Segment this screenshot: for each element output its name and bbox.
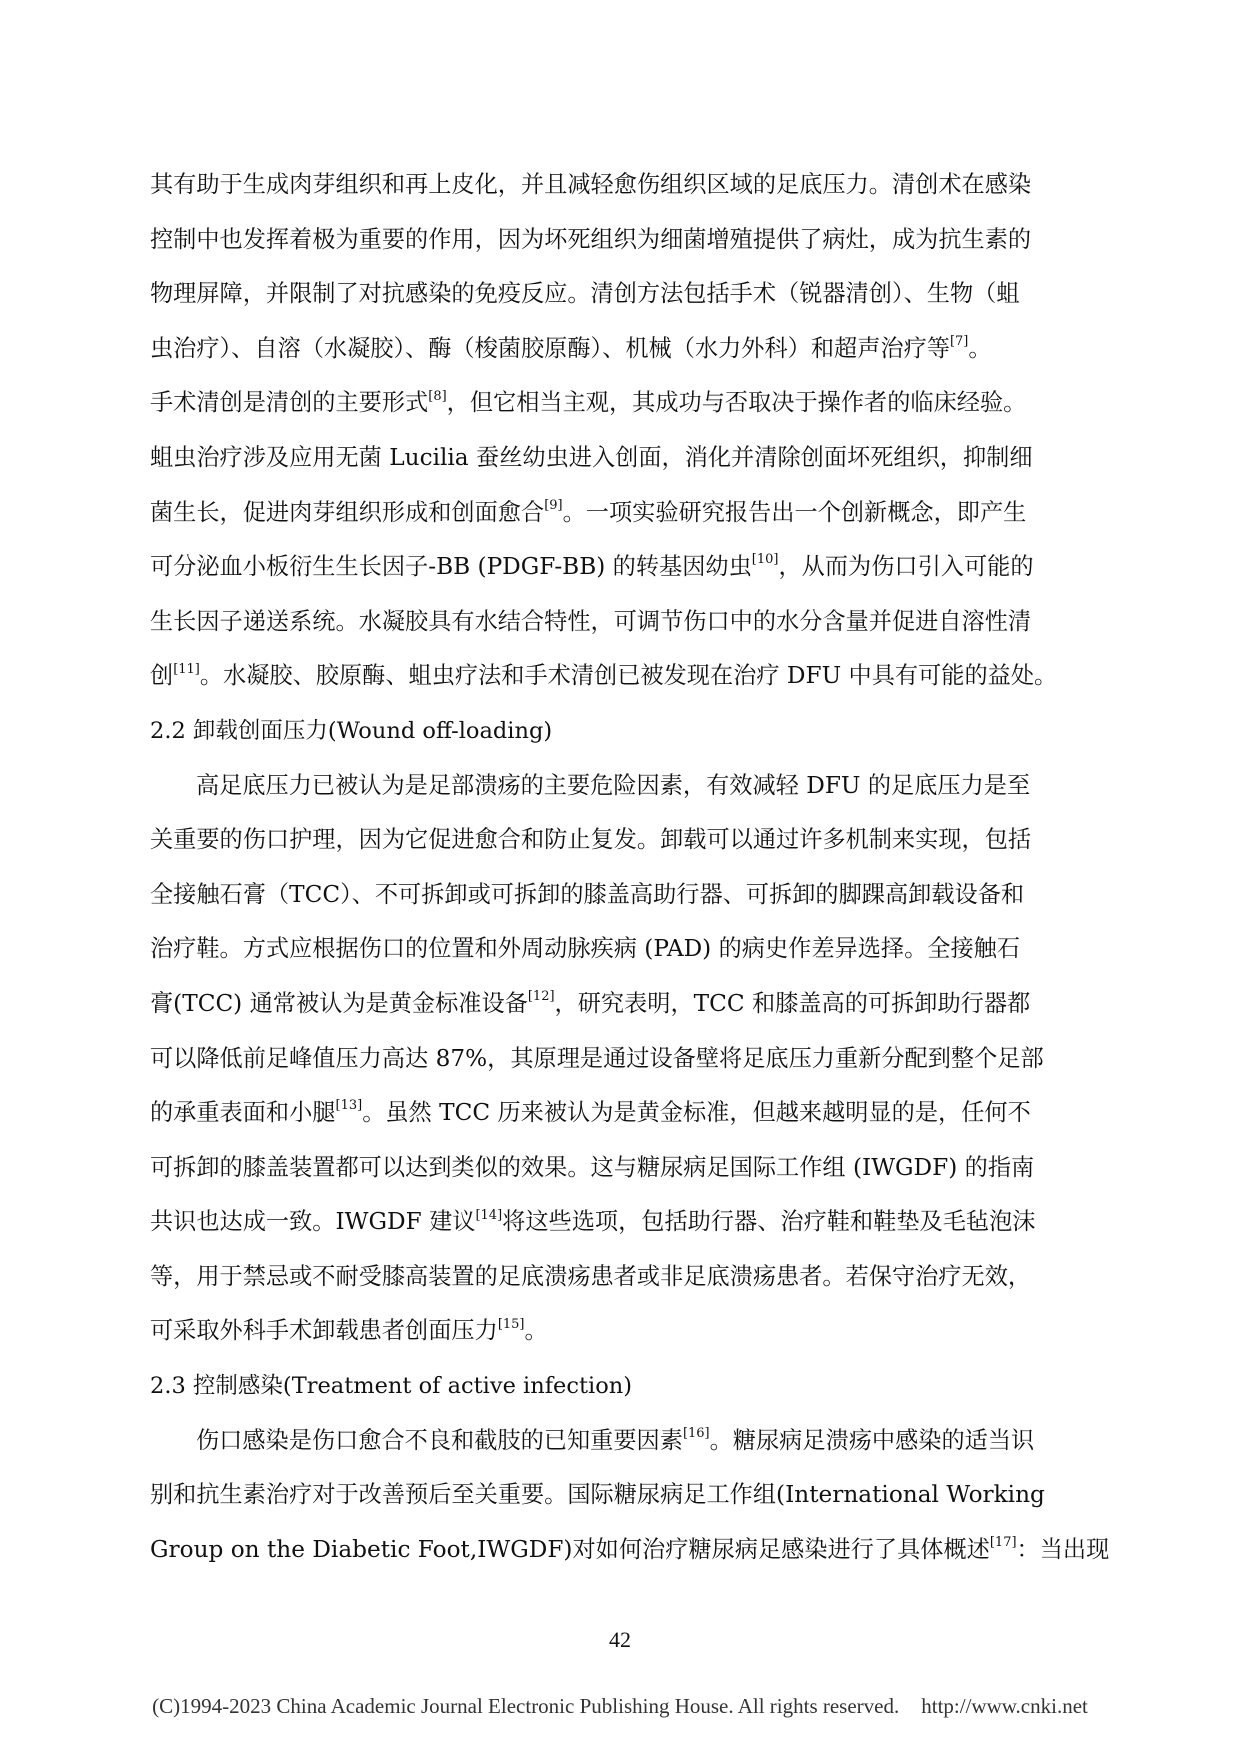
text-line (150, 486, 1095, 541)
citation-ref[interactable]: [15] (497, 1316, 525, 1332)
text-span: 别和抗生素治疗对于改善预后至关重要。国际糖尿病足工作组(International Working (150, 1481, 1045, 1509)
text-span: 治疗鞋。方式应根据伤口的位置和外周动脉疾病 (PAD) 的病史作差异选择。全接触石 (150, 935, 1021, 963)
document-body (150, 158, 1110, 1577)
text-span: 其有助于生成肉芽组织和再上皮化，并且减轻愈伤组织区域的足底压力。清创术在感染 (150, 171, 1032, 198)
text-line (150, 540, 1095, 595)
text-line (150, 158, 1095, 213)
text-span: 共识也达成一致。IWGDF 建议 (150, 1208, 476, 1236)
copyright-notice: (C)1994-2023 China Academic Journal Electronic Publishing House. All rights reserved. (152, 1694, 900, 1718)
text-span: 可分泌血小板衍生生长因子-BB (PDGF-BB) 的转基因幼虫 (150, 553, 752, 581)
text-span: 等，用于禁忌或不耐受膝高装置的足底溃疡患者或非足底溃疡患者。若保守治疗无效， (150, 1262, 1032, 1290)
text-line (150, 759, 1095, 814)
text-span: 创 (150, 662, 174, 690)
text-span: Group on the Diabetic Foot,IWGDF)对如何治疗糖尿病足感染进行了具体概述 (150, 1535, 990, 1563)
text-span: 全接触石膏（TCC）、不可拆卸或可拆卸的膝盖高助行器、可拆卸的脚踝高卸载设备和 (150, 880, 1025, 908)
text-span: 。 (524, 1317, 548, 1345)
citation-ref[interactable]: [11] (173, 661, 200, 677)
text-span: 物理屏障，并限制了对抗感染的免疫反应。清创方法包括手术（锐器清创）、生物（蛆 (150, 280, 1020, 308)
text-line (150, 1414, 1095, 1469)
text-span: 可拆卸的膝盖装置都可以达到类似的效果。这与糖尿病足国际工作组 (IWGDF) 的指南 (150, 1153, 1035, 1181)
text-line (150, 1141, 1095, 1196)
text-span: 菌生长，促进肉芽组织形成和创面愈合 (150, 498, 545, 526)
text-line (150, 1195, 1095, 1250)
text-line (150, 322, 1095, 377)
text-span: 。虽然 TCC 历来被认为是黄金标准，但越来越明显的是，任何不 (362, 1099, 1031, 1127)
citation-ref[interactable]: [8] (428, 388, 447, 404)
text-line (150, 1086, 1095, 1141)
section-heading: 2.2 卸载创面压力(Wound off-loading) (150, 717, 553, 744)
citation-ref[interactable]: [7] (949, 334, 969, 350)
text-span: 控制中也发挥着极为重要的作用，因为坏死组织为细菌增殖提供了病灶，成为抗生素的 (150, 225, 1032, 253)
text-span: 可采取外科手术卸载患者创面压力 (150, 1317, 498, 1345)
text-span: 关重要的伤口护理，因为它促进愈合和防止复发。卸载可以通过许多机制来实现，包括 (150, 826, 1032, 854)
text-line (150, 595, 1095, 650)
text-span: 高足底压力已被认为是足部溃疡的主要危险因素，有效减轻 DFU 的足底压力是至 (196, 771, 1031, 799)
text-line (150, 813, 1095, 868)
text-span: 将这些选项，包括助行器、治疗鞋和鞋垫及毛毡泡沫 (502, 1208, 1036, 1236)
citation-ref[interactable]: [17] (989, 1535, 1017, 1551)
text-line (150, 213, 1095, 268)
page-footer (0, 1694, 1240, 1719)
text-span: 的承重表面和小腿 (150, 1099, 336, 1127)
citation-ref[interactable]: [9] (544, 497, 563, 513)
text-line (150, 431, 1095, 486)
citation-ref[interactable]: [10] (751, 552, 779, 568)
text-line (150, 376, 1095, 431)
text-line (150, 977, 1095, 1032)
citation-ref[interactable]: [13] (335, 1098, 363, 1114)
text-line (150, 649, 1095, 704)
text-span: 蛆虫治疗涉及应用无菌 Lucilia 蚕丝幼虫进入创面，消化并清除创面坏死组织，抑制细 (150, 443, 1033, 471)
text-line (150, 1523, 1110, 1578)
text-span: 膏(TCC) 通常被认为是黄金标准设备 (150, 989, 528, 1017)
text-span: 手术清创是清创的主要形式 (150, 389, 429, 417)
citation-ref[interactable]: [12] (527, 989, 555, 1005)
text-span: ：当出现 (1016, 1535, 1110, 1563)
text-span: 。 (968, 334, 992, 362)
text-span: 。糖尿病足溃疡中感染的适当识 (709, 1426, 1035, 1454)
section-heading: 2.3 控制感染(Treatment of active infection) (150, 1373, 633, 1400)
citation-ref[interactable]: [16] (682, 1425, 710, 1441)
footer-url-link[interactable]: http://www.cnki.net (921, 1694, 1088, 1718)
text-span: 可以降低前足峰值压力高达 87%，其原理是通过设备壁将足底压力重新分配到整个足部 (150, 1044, 1044, 1072)
text-line (150, 1468, 1095, 1523)
text-span: 伤口感染是伤口愈合不良和截肢的已知重要因素 (196, 1426, 683, 1454)
page-number: 42 (609, 1627, 631, 1652)
text-line (150, 868, 1095, 923)
citation-ref[interactable]: [14] (475, 1207, 503, 1223)
text-line (150, 1032, 1095, 1087)
text-span: ，研究表明，TCC 和膝盖高的可拆卸助行器都 (554, 989, 1031, 1017)
text-line (150, 267, 1095, 322)
text-span: 虫治疗）、自溶（水凝胶）、酶（梭菌胶原酶）、机械（水力外科）和超声治疗等 (150, 334, 950, 362)
text-span: 。水凝胶、胶原酶、蛆虫疗法和手术清创已被发现在治疗 DFU 中具有可能的益处。 (199, 662, 1058, 690)
text-span: 。一项实验研究报告出一个创新概念，即产生 (562, 498, 1027, 526)
text-span: 生长因子递送系统。水凝胶具有水结合特性，可调节伤口中的水分含量并促进自溶性清 (150, 607, 1032, 635)
text-line (150, 922, 1095, 977)
text-line (150, 1304, 1095, 1359)
text-line (150, 1250, 1095, 1305)
text-span: ，但它相当主观，其成功与否取决于操作者的临床经验。 (446, 389, 1027, 417)
text-span: ，从而为伤口引入可能的 (778, 553, 1034, 581)
